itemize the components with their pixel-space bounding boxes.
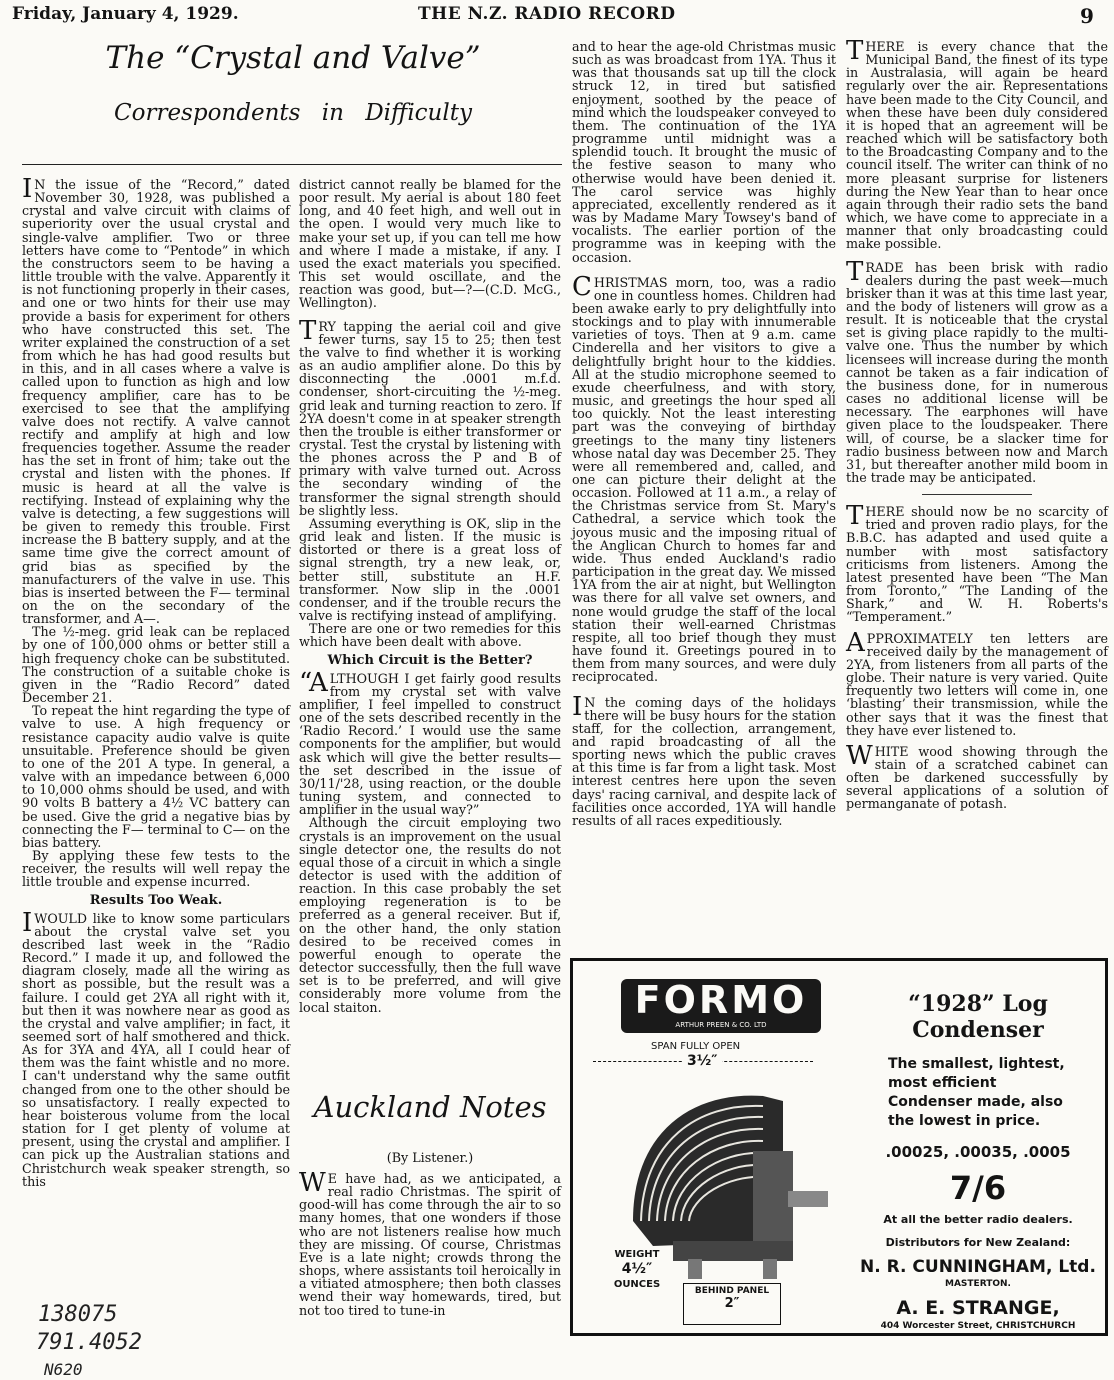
paragraph: IN the issue of the “Record,” dated November 30, 1928, was published a crystal and valve circuit with claims of superiority over the usual crystal and single-valve amplifier. Two or three letters have come to “Pentode” in which the constructors seem to be having a little trouble with the valve. Apparently it is not functioning properly in their cases, and one or two hints for their use may provide a basis for experiment for others who have constructed this set. The writer explained the construction of a set from which he has had good results but in this, and in all cases where a valve is called upon to function as high and low frequency amplifier, care has to be exercised to see that the amplifying valve does not rectify. A valve cannot rectify and amplify at high and low frequencies together. Assume the reader has the set in front of him; take out the crystal and listen with the phones. If music is heard at all the valve is rectifying. Instead of explaining why the valve is detecting, a few suggestions will be given to remedy this trouble. First increase the B battery supply, and at the same time give the correct amount of grid bias as specified by the manufacturers of the valve in use. This bias is inserted between the F— terminal on the on the secondary of the transformer, and A—. bbox=[22, 174, 290, 627]
weight-label: WEIGHT bbox=[614, 1249, 660, 1260]
paragraph: TRADE has been brisk with radio dealers during the past week—much brisker than it was at this time last year, and the body of listeners will grow as a result. It is noticeable that the crystal set is giving place rapidly to the multi-valve one. Thus the number by which licensees will increase during the month cannot be taken as a fair indication of the business done, for in numerous cases no additional license will be necessary. The earphones will have given place to the loudspeaker. There will, of course, be a slacker time for radio business between now and March 31, but thereafter another mild boom in the trade may be anticipated. bbox=[846, 256, 1108, 485]
auckland-intro bbox=[299, 1168, 561, 1318]
brand-name: FORMO bbox=[634, 978, 808, 1022]
paragraph: “ALTHOUGH I get fairly good results from my crystal set with valve amplifier, I feel impelled to construct one of the sets described recently in the ‘Radio Record.’ I would use the same components for the amplifier, but would ask which will give the better results—the set described in the issue of 30/11/'28, using reaction, or the double tuning system, and connected to amplifier in the usual way?” bbox=[299, 667, 561, 818]
handwritten-note-1: 138075 bbox=[38, 1302, 118, 1327]
title-rule bbox=[22, 164, 562, 165]
dealers-line: At all the better radio dealers. bbox=[883, 1213, 1073, 1226]
weight-unit: OUNCES bbox=[613, 1279, 661, 1290]
column-1 bbox=[22, 174, 290, 1189]
paragraph: IN the coming days of the holidays there will be busy hours for the station staff, for the collection, arrangement, and rapid broadcasting of all the sporting news which the public craves at this time is far from a light task. Most interest centres here upon the seven days' racing carnival, and despite lack of facilities once accorded, 1YA will handle results of all races expeditiously. bbox=[572, 691, 836, 828]
ad-copy bbox=[853, 961, 1103, 1331]
article-subtitle: Correspondents in Difficulty bbox=[114, 100, 472, 126]
column-3 bbox=[572, 40, 836, 827]
byline: (By Listener.) bbox=[386, 1150, 474, 1165]
brand-maker: ARTHUR PREEN & CO. LTD bbox=[675, 1021, 767, 1029]
handwritten-note-2: 791.4052 bbox=[36, 1330, 142, 1355]
paragraph: WE have had, as we anticipated, a real radio Christmas. The spirit of good-will has come through the air to so many homes, that one wonders if those who are not listeners realise how much they are missing. Of course, Christmas Eve is a late night; crowds throng the shops, where assistants toil heroically in a vitiated atmosphere; then both classes wend their way homewards, tired, but not too tired to tune-in bbox=[299, 1168, 561, 1318]
ad-tagline: The smallest, lightest, most efficient Condenser made, also the lowest in price. bbox=[888, 1056, 1065, 1129]
company-strange: A. E. STRANGE, bbox=[896, 1297, 1060, 1319]
paragraph: WHITE wood showing through the stain of a scratched cabinet can often be darkened successfully by several applications of a solution of permanganate of potash. bbox=[846, 740, 1108, 812]
paragraph: Assuming everything is OK, slip in the grid leak and listen. If the music is distorted or there is a great loss of signal strength, try a new leak, or, better still, substitute an H.F. transformer. Now slip in the .0001 condenser, and if the trouble recurs the valve is rectifying instead of amplifying. bbox=[299, 515, 561, 623]
paragraph: IWOULD like to know some particulars about the crystal valve set you described last week in the “Radio Record.” I made it up, and followed the diagram closely, made all the wiring as short as possible, but the result was a failure. I could get 2YA all right with it, but then it was nowhere near as good as the crystal and valve amplifier; in fact, it seemed sort of half smothered and thick. As for 3YA and 4YA, all I could hear of them was the faint whistle and no more. I can't understand why the same outfit changed from one to the other should be so unsatisfactory. I really expected to hear boisterous volume from the local station for I get plenty of volume at present, using the crystal and amplifier. I can pick up the Australian stations and Christchurch weak speaker strength, so this bbox=[22, 907, 290, 1189]
section-heading: Which Circuit is the Better? bbox=[327, 653, 533, 669]
paragraph: and to hear the age-old Christmas music such as was broadcast from 1YA. Thus it was that thousands sat up till the clock struck 12, in tired but satisfied enjoyment, soothed by the peace of mind which the loudspeaker conveyed to them. The continuation of the 1YA programme until midnight was a splendid touch. It brought the music of the festive season to many who otherwise would have been denied it. The carol service was highly appreciated, excellently rendered as it was by Madame Mary Towsey's band of vocalists. The earlier portion of the programme was in keeping with the occasion. bbox=[572, 39, 836, 265]
column-4 bbox=[846, 36, 1108, 812]
formo-logo bbox=[621, 979, 821, 1033]
divider bbox=[922, 484, 1032, 495]
city-masterton: MASTERTON. bbox=[945, 1279, 1011, 1289]
paragraph: THERE is every chance that the Municipal Band, the finest of its type in Australasia, will again be heard regularly over the air. Representations have been made to the City Council, and when these have been duly considered it is hoped that an agreement will be reached which will be satisfactory both to the Broadcasting Company and to the council itself. The writer can think of no more pleasant surprise for listeners during the New Year than to hear once again through their radio sets the band which, we have come to appreciate in a manner that only broadcasting could make possible. bbox=[846, 36, 1108, 252]
paragraph: The ½-meg. grid leak can be replaced by one of 100,000 ohms or better still a high frequency choke can be substituted. The construction of a suitable choke is given in the “Radio Record” dated December 21. bbox=[22, 624, 290, 706]
column-2 bbox=[299, 178, 561, 1014]
price: 7/6 bbox=[949, 1169, 1007, 1207]
paragraph: THERE should now be no scarcity of tried and proven radio plays, for the B.B.C. has adapted and used quite a number with most satisfactory criticisms from listeners. Among the latest presented have been “The Man from Toronto,” “The Landing of the Shark,” and W. H. Roberts's “Temperament.” bbox=[846, 501, 1108, 625]
paragraph: CHRISTMAS morn, too, was a radio one in countless homes. Children had been awake early to pry delightfully into stockings and to play with innumerable varieties of toys. Then at 9 a.m. came Cinderella and her visitors to give a delightfully bright hour to the kiddies. All at the studio microphone seemed to exude cheerfulness, and with story, music, and greetings the hour sped all too quickly. Not the least interesting part was the conveying of birthday greetings to the many tiny listeners whose natal day was December 25. They were all remembered and, called, and one can picture their delight at the occasion. Followed at 11 a.m., a relay of the Christmas service from St. Mary's Cathedral, a service which took the joyous music and the imposing ritual of the Anglican Church to homes far and wide. Thus ended Auckland's radio participation in the great day. We missed 1YA from the air at night, but Wellington was there for all valve set owners, and none would grudge the staff of the local station their well-earned Christmas respite, all too brief though they must have found it. Greetings poured in to them from many sources, and were duly reciprocated. bbox=[572, 271, 837, 685]
paragraph: Although the circuit employing two crystals is an improvement on the usual single detector one, the results do not equal those of a circuit in which a single detector is used with the addition of reaction. In this case probably the set employing regeneration is to be preferred as a general receiver. But if, on the other hand, the only station desired to be received comes in powerful enough to operate the detector successfully, then the full wave set is to be preferred, and will give considerably more volume from the local staiton. bbox=[299, 815, 561, 1015]
auckland-title: Auckland Notes bbox=[313, 1090, 547, 1124]
capacity-values: .00025, .00035, .0005 bbox=[885, 1143, 1071, 1161]
issue-date: Friday, January 4, 1929. bbox=[12, 4, 239, 24]
span-label: SPAN FULLY OPEN bbox=[651, 1041, 741, 1052]
paragraph: By applying these few tests to the receiver, the results will well repay the little trouble and expense incurred. bbox=[22, 847, 290, 890]
distributors-line: Distributors for New Zealand: bbox=[885, 1236, 1071, 1249]
span-value: 3½″ bbox=[683, 1053, 722, 1069]
company-cunningham: N. R. CUNNINGHAM, Ltd. bbox=[860, 1257, 1096, 1277]
paragraph: TRY tapping the aerial coil and give fewer turns, say 15 to 25; then test the valve to find whether it is working as an audio amplifier alone. Do this by disconnecting the .0001 m.f.d. condenser, short-circuiting the ½-meg. grid leak and turning reaction to zero. If 2YA doesn't come in at speaker strength then the trouble is either transformer or crystal. Test the crystal by listening with the phones across the P and B of primary with valve turned out. Across the secondary winding of the transformer the signal strength should be slightly less. bbox=[299, 315, 561, 518]
behind-value: 2″ bbox=[724, 1296, 740, 1311]
article-title: The “Crystal and Valve” bbox=[105, 40, 481, 76]
masthead: THE N.Z. RADIO RECORD bbox=[418, 4, 676, 24]
weight-value: 4½″ bbox=[621, 1261, 653, 1277]
paragraph: There are one or two remedies for this which have been dealt with above. bbox=[299, 621, 561, 650]
paragraph: APPROXIMATELY ten letters are received daily by the management of 2YA, from listeners from all parts of the globe. Their nature is very varied. Quite frequently two letters will come in, one ‘blasting’ their transmission, while the other says that it was the finest that they have ever listened to. bbox=[846, 627, 1108, 738]
formo-advertisement bbox=[570, 958, 1108, 1336]
address-christchurch: 404 Worcester Street, CHRISTCHURCH bbox=[880, 1321, 1076, 1331]
ad-headline: “1928” Log Condenser bbox=[908, 991, 1048, 1043]
page-number: 9 bbox=[1080, 4, 1094, 28]
behind-label: BEHIND PANEL bbox=[694, 1286, 770, 1296]
behind-panel-box bbox=[683, 1283, 781, 1325]
handwritten-note-3: N620 bbox=[44, 1360, 83, 1379]
section-heading: Results Too Weak. bbox=[89, 893, 223, 909]
paragraph: district cannot really be blamed for the poor result. My aerial is about 180 feet long, and 40 feet high, and well out in the open. I would very much like to make your set up, if you can tell me how and where I made a mistake, if any. I used the exact materials you specified. This set would oscillate, and the reaction was good, but—?—(C.D. McG., Wellington). bbox=[299, 177, 561, 311]
paragraph: To repeat the hint regarding the type of valve to use. A high frequency or resistance capacity audio valve is quite unsuitable. Preference should be given to one of the 201 A type. In general, a valve with an impedance between 6,000 to 10,000 ohms should be used, and with 90 volts B battery a 4½ VC battery can be used. Give the grid a negative bias by connecting the F— terminal to C— on the bias battery. bbox=[22, 703, 290, 850]
